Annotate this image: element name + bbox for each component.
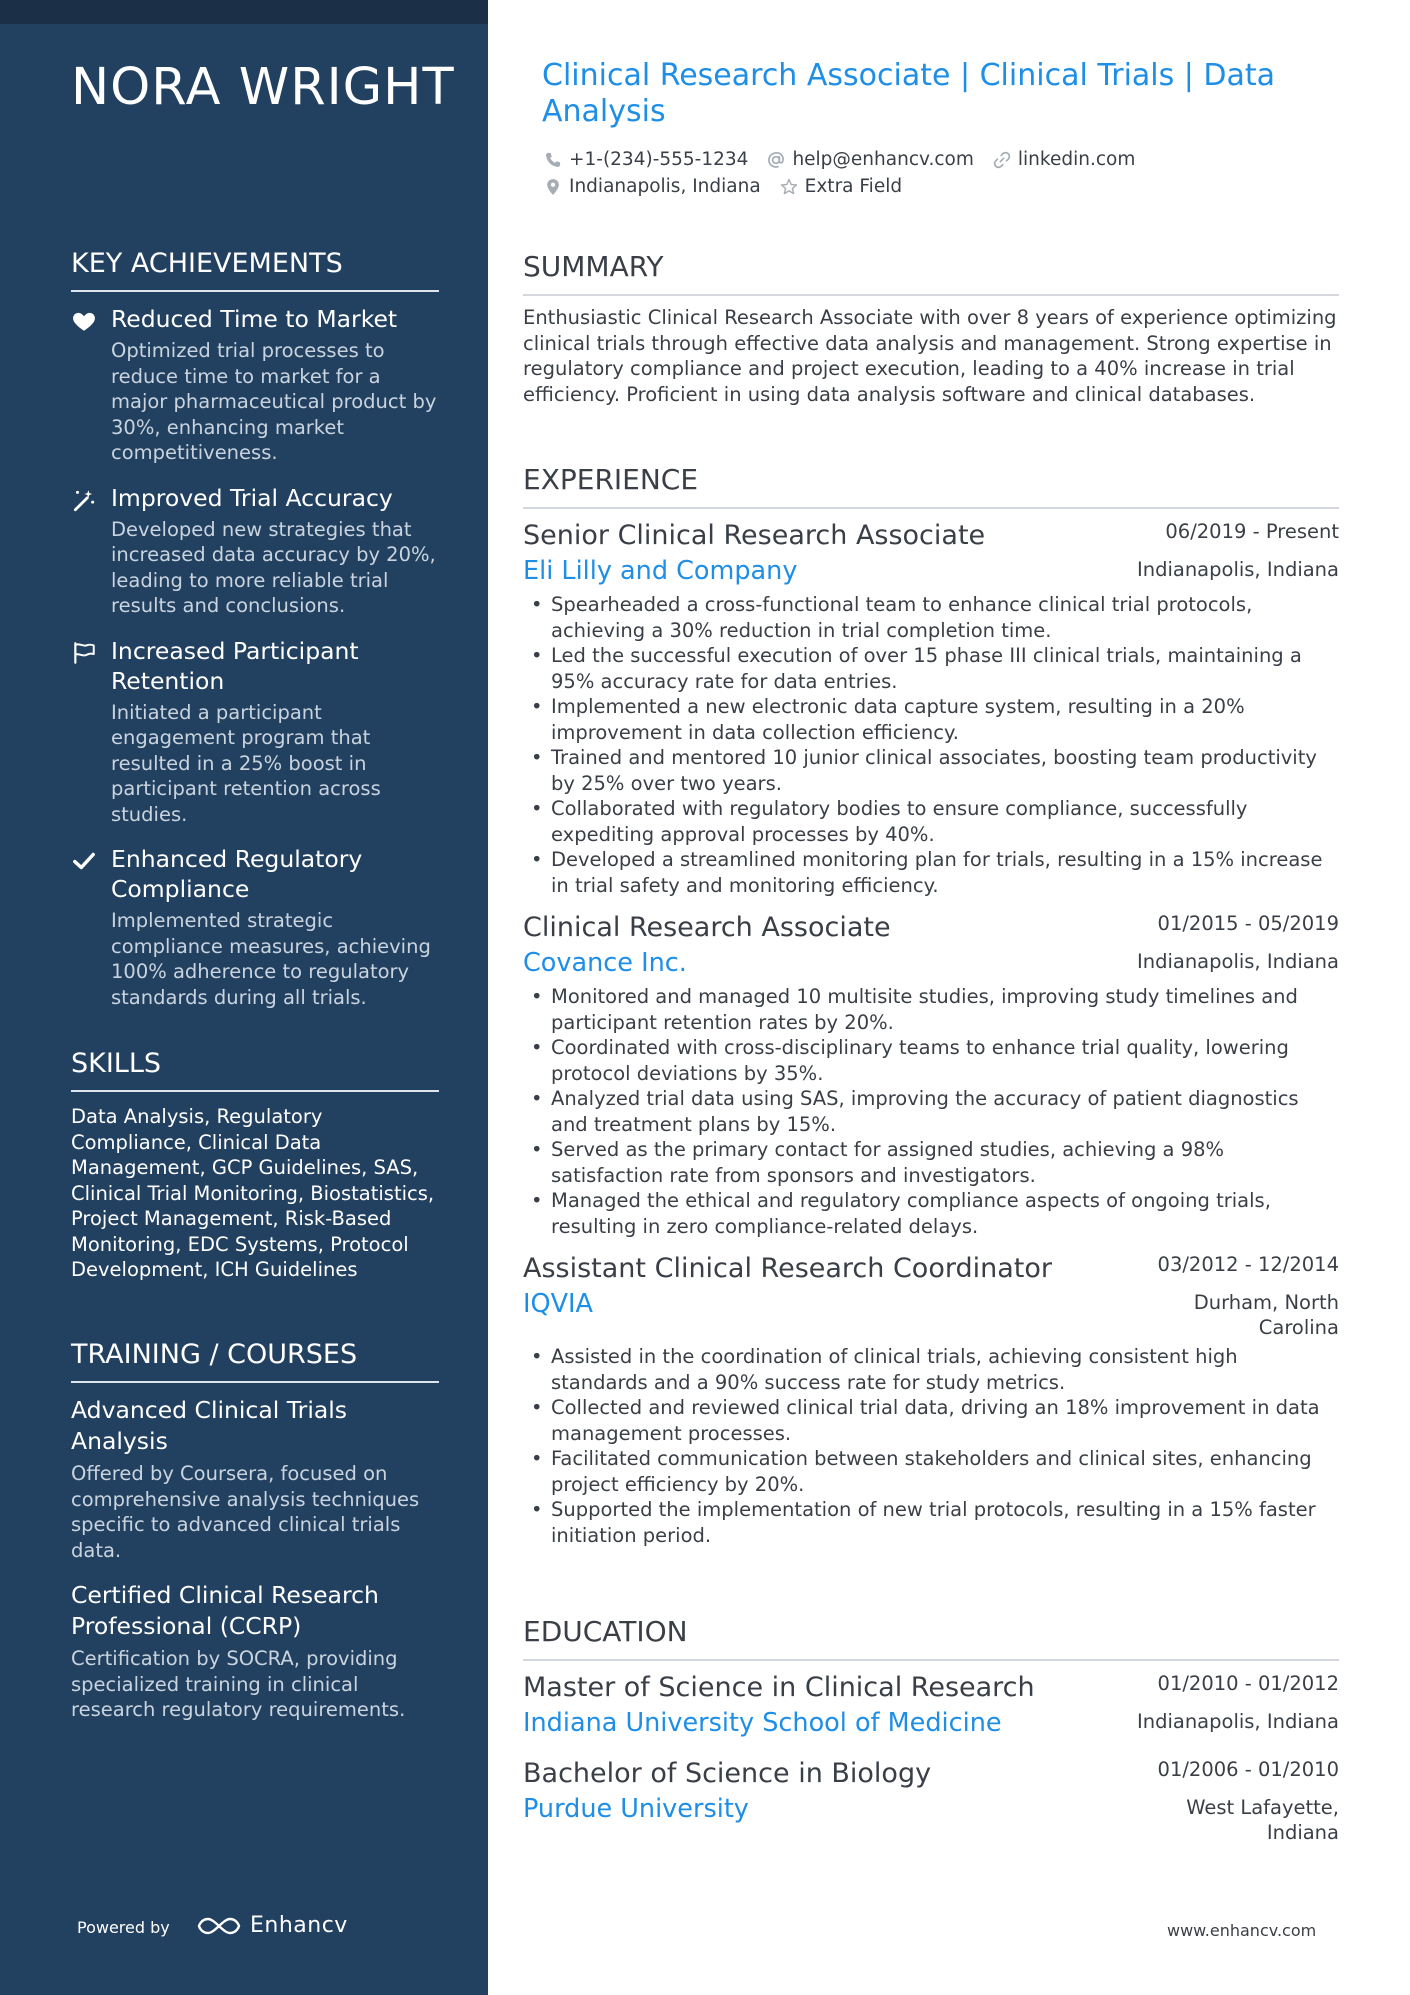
skills-heading: SKILLS [71, 1048, 439, 1092]
education-degree: Bachelor of Science in Biology [523, 1758, 932, 1789]
powered-by-label: Powered by [77, 1918, 170, 1937]
achievement-item [71, 844, 439, 1010]
job-location: Durham, North Carolina [1193, 1291, 1339, 1339]
education-degree: Master of Science in Clinical Research [523, 1672, 1035, 1703]
summary-section [523, 250, 1339, 407]
contact-location [543, 176, 761, 197]
achievement-item [71, 304, 439, 466]
education-date: 01/2010 - 01/2012 [1157, 1672, 1339, 1695]
job-bullet: • Spearheaded a cross-functional team to enhance clinical trial protocols, achieving a 30% reduction in trial completion time. [523, 592, 1339, 643]
achievement-description: Initiated a participant engagement program that resulted in a 25% boost in participant retention across studies. [111, 700, 381, 826]
at-sign-icon [766, 150, 786, 170]
job-bullet: • Coordinated with cross-disciplinary teams to enhance trial quality, lowering protocol deviations by 35%. [523, 1035, 1339, 1086]
education-date: 01/2006 - 01/2010 [1157, 1758, 1339, 1781]
job-bullet: • Monitored and managed 10 multisite studies, improving study timelines and participant retention rates by 20%. [523, 984, 1339, 1035]
education-school: Purdue University [523, 1794, 749, 1824]
job-title: Clinical Research Associate [523, 912, 891, 943]
training-section [71, 1339, 439, 1740]
job-bullet: • Trained and mentored 10 junior clinical associates, boosting team productivity by 25% over two years. [523, 745, 1339, 796]
achievement-description: Implemented strategic compliance measures, achieving 100% adherence to regulatory standards during all trials. [111, 909, 431, 1009]
education-location: Indianapolis, Indiana [1136, 1710, 1339, 1733]
job-title: Senior Clinical Research Associate [523, 520, 986, 551]
flag-icon [71, 640, 97, 666]
achievement-description: Developed new strategies that increased data accuracy by 20%, leading to more reliable trial results and conclusions. [111, 517, 436, 617]
job-company: Covance Inc. [523, 948, 687, 978]
candidate-name: NORA WRIGHT [71, 58, 455, 117]
key-achievements-section [71, 248, 439, 1027]
job-bullet: • Supported the implementation of new trial protocols, resulting in a 15% faster initiation period. [523, 1497, 1339, 1548]
job-location: Indianapolis, Indiana [1136, 558, 1339, 581]
job-company: IQVIA [523, 1289, 594, 1319]
job-bullet: • Led the successful execution of over 15 phase III clinical trials, maintaining a 95% accuracy rate for data entries. [523, 643, 1339, 694]
job-bullet: • Facilitated communication between stakeholders and clinical sites, enhancing project efficiency by 20%. [523, 1446, 1339, 1497]
extra-field-text: Extra Field [804, 176, 903, 197]
job-bullets [523, 1344, 1339, 1548]
job-bullet: • Implemented a new electronic data capture system, resulting in a 20% improvement in data collection efficiency. [523, 694, 1339, 745]
education-entry [523, 1756, 1339, 1845]
sidebar [0, 0, 488, 1995]
education-location: West Lafayette, Indiana [1186, 1796, 1339, 1844]
linkedin-text: linkedin.com [1017, 149, 1136, 170]
achievement-item [71, 636, 439, 828]
job-date: 06/2019 - Present [1165, 520, 1339, 543]
job-entry [523, 910, 1339, 1239]
experience-heading: EXPERIENCE [523, 463, 1339, 509]
job-bullet: • Developed a streamlined monitoring plan for trials, resulting in a 15% increase in trial safety and monitoring efficiency. [523, 847, 1339, 898]
skills-list: Data Analysis, Regulatory Compliance, Clinical Data Management, GCP Guidelines, SAS, Clinical Trial Monitoring, Biostatistics, Project Management, Risk-Based Monitoring, EDC Systems, Protocol Development, ICH Guidelines [71, 1105, 435, 1281]
job-bullets [523, 592, 1339, 898]
contact-email[interactable] [766, 149, 973, 170]
training-heading: TRAINING / COURSES [71, 1339, 439, 1383]
achievement-title: Enhanced Regulatory Compliance [111, 845, 363, 903]
achievement-title: Improved Trial Accuracy [111, 483, 393, 512]
course-description: Certification by SOCRA, providing specialized training in clinical research regulatory requirements. [71, 1647, 406, 1721]
contact-extra-field [779, 176, 902, 197]
summary-text: Enthusiastic Clinical Research Associate with over 8 years of experience optimizing clinical trials through effective data analysis and management. Strong expertise in regulatory compliance and project execution, leading to a 40% increase in trial efficiency. Proficient in using data analysis software and clinical databases. [523, 306, 1337, 406]
course-title: Advanced Clinical Trials Analysis [71, 1396, 348, 1455]
resume-headline: Clinical Research Associate | Clinical Trials | Data Analysis [542, 58, 1276, 129]
summary-heading: SUMMARY [523, 250, 1339, 296]
education-entry [523, 1670, 1339, 1740]
course-description: Offered by Coursera, focused on comprehensive analysis techniques specific to advanced clinical trials data. [71, 1462, 420, 1562]
course-title: Certified Clinical Research Professional (CCRP) [71, 1581, 379, 1640]
experience-section [523, 463, 1339, 1560]
email-text: help@enhancv.com [792, 149, 974, 170]
job-bullet: • Served as the primary contact for assigned studies, achieving a 98% satisfaction rate from sponsors and investigators. [523, 1137, 1339, 1188]
job-bullet: • Collaborated with regulatory bodies to ensure compliance, successfully expediting approval processes by 40%. [523, 796, 1339, 847]
contact-row-2 [543, 176, 1323, 197]
phone-text: +1-(234)-555-1234 [569, 149, 749, 170]
job-title: Assistant Clinical Research Coordinator [523, 1253, 1052, 1284]
course-item [71, 1395, 439, 1563]
achievement-title: Reduced Time to Market [111, 305, 398, 333]
education-heading: EDUCATION [523, 1615, 1339, 1661]
achievement-item [71, 483, 439, 619]
job-date: 01/2015 - 05/2019 [1157, 912, 1339, 935]
job-bullets [523, 984, 1339, 1239]
education-school: Indiana University School of Medicine [523, 1708, 1002, 1738]
location-text: Indianapolis, Indiana [569, 176, 761, 197]
job-location: Indianapolis, Indiana [1136, 950, 1339, 973]
course-item [71, 1580, 439, 1723]
phone-icon [543, 150, 563, 170]
contact-phone[interactable] [543, 149, 748, 170]
checkmark-icon [71, 848, 97, 874]
job-entry [523, 518, 1339, 898]
link-icon [992, 150, 1012, 170]
job-bullet: • Analyzed trial data using SAS, improving the accuracy of patient diagnostics and treatment plans by 15%. [523, 1086, 1339, 1137]
enhancv-logo-icon [196, 1914, 242, 1938]
star-icon [779, 177, 799, 197]
job-bullet: • Managed the ethical and regulatory compliance aspects of ongoing trials, resulting in zero compliance-related delays. [523, 1188, 1339, 1239]
job-bullet: • Collected and reviewed clinical trial data, driving an 18% improvement in data management processes. [523, 1395, 1339, 1446]
footer-url[interactable]: www.enhancv.com [1167, 1921, 1317, 1940]
job-bullet: • Assisted in the coordination of clinical trials, achieving consistent high standards and a 90% success rate for study metrics. [523, 1344, 1339, 1395]
contact-row [543, 149, 1323, 170]
skills-section [71, 1048, 439, 1283]
job-company: Eli Lilly and Company [523, 556, 798, 586]
enhancv-logo[interactable] [196, 1913, 348, 1938]
achievement-description: Optimized trial processes to reduce time to market for a major pharmaceutical product by 30%, enhancing market competitiveness. [111, 339, 437, 464]
location-pin-icon [543, 177, 563, 197]
heart-icon [71, 308, 97, 334]
job-date: 03/2012 - 12/2014 [1157, 1253, 1339, 1276]
magic-wand-icon [71, 487, 97, 513]
job-entry [523, 1251, 1339, 1548]
key-achievements-heading: KEY ACHIEVEMENTS [71, 248, 439, 292]
sidebar-top-band [0, 0, 488, 24]
contact-linkedin[interactable] [992, 149, 1135, 170]
enhancv-logo-text: Enhancv [250, 1913, 348, 1938]
education-section [523, 1615, 1339, 1861]
achievement-title: Increased Participant Retention [111, 636, 359, 695]
